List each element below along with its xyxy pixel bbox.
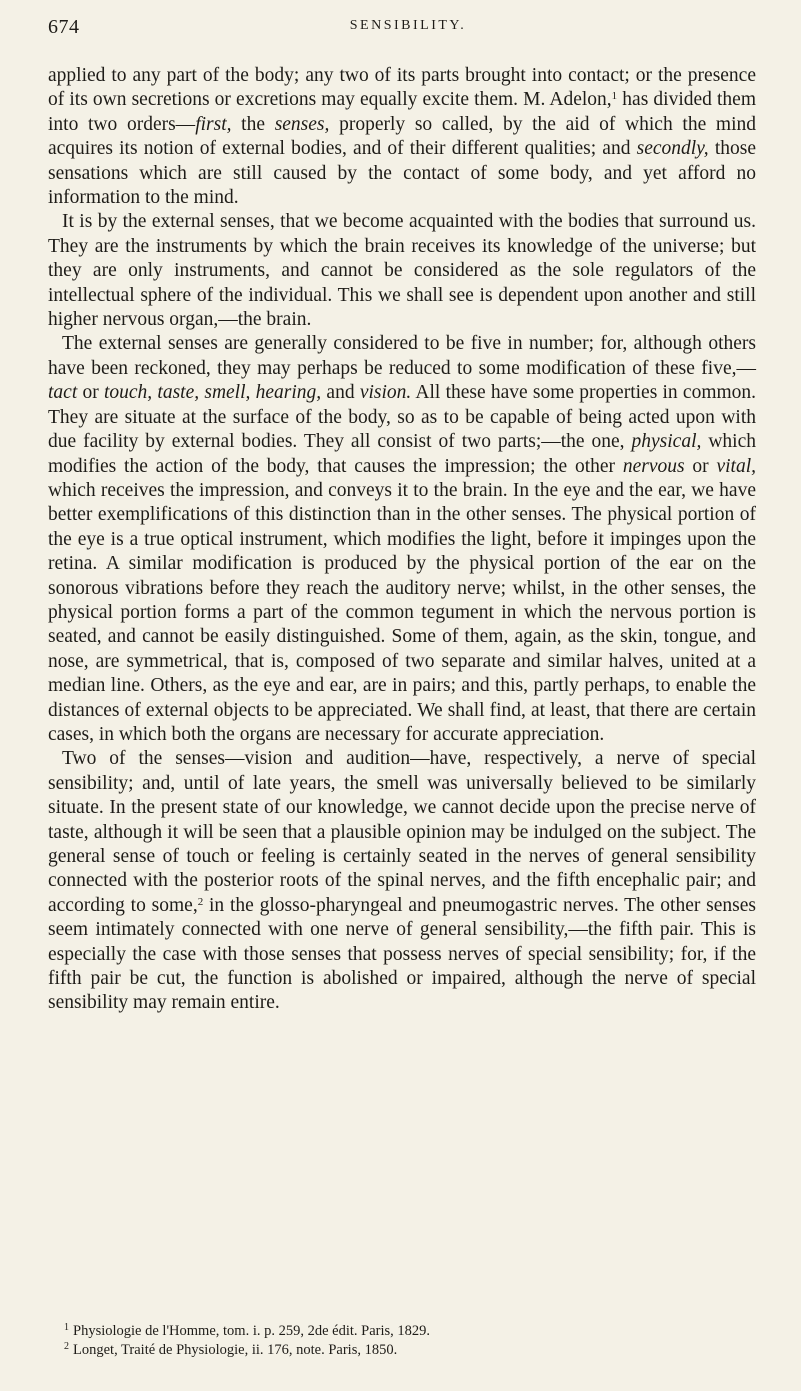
paragraph-1 (48, 64, 756, 210)
emphasis: vital, (716, 455, 756, 477)
text-run: which receives the impression, and conveys it to the brain. In the eye and the ear, we have better exemplifications of this distinction than in the other senses. The physical portion of the eye is a true optical instrument, which modifies the light, before it impinges upon the retina. A similar modification is produced by the physical portion of the ear on the sonorous vibrations before they reach the auditory nerve; whilst, in the other senses, the physical portion forms a part of the common tegument in which the nervous portion is seated, and cannot be easily distinguished. Some of them, again, as the skin, tongue, and nose, are symmetrical, that is, composed of two separate and similar halves, united at a median line. Others, as the eye and ear, are in pairs; and this, partly perhaps, to enable the distances of external objects to be appreciated. We shall find, at least, that there are certain cases, in which both the organs are necessary for accurate appreciation. (48, 479, 756, 745)
emphasis: nervous (622, 455, 685, 477)
footnote-mark: 2 (64, 1341, 69, 1352)
footnote-text: Physiologie de l'Homme, tom. i. p. 259, 2de édit. Paris, 1829. (73, 1323, 431, 1339)
text-run: those sensations which are still caused by the contact of some body, and yet afford no information to the mind. (48, 138, 756, 209)
text-run: or (77, 382, 104, 404)
emphasis: vision. (359, 382, 412, 404)
text-run: properly so called, by the aid of which the mind acquires its notion of external bodies, and of their different qualities; and (48, 113, 756, 160)
text-run: has divided them into two orders— (48, 89, 756, 135)
text-run: and (321, 382, 360, 404)
footnote-1 (64, 1322, 754, 1341)
emphasis: tact (48, 382, 78, 404)
text-run: in the glosso-pharyngeal and pneumogastric nerves. The other senses seem intimately connected with one nerve of general sensibility,—the fifth pair. This is especially the case with those senses that possess nerves of special sensibility; for, if the fifth pair be cut, the function is abolished or impaired, although the nerve of special sensibility may remain entire. (48, 894, 756, 1014)
emphasis: hearing, (255, 382, 322, 404)
emphasis: first, (195, 113, 232, 135)
text-run: applied to any part of the body; any two of its parts brought into contact; or the presence of its own secretions or excretions may equally excite them. M. Adelon, (48, 65, 756, 111)
emphasis: touch, (103, 382, 153, 404)
running-title: SENSIBILITY. (349, 18, 467, 33)
footnote-ref-1: 1 (611, 90, 618, 103)
emphasis: senses, (274, 113, 330, 135)
emphasis: smell, (204, 382, 251, 404)
page-header (48, 16, 768, 46)
emphasis: taste, (157, 382, 200, 404)
text-run: The external senses are generally considered to be five in number; for, although others have been reckoned, they may perhaps be reduced to some modification of these five,— (48, 333, 756, 379)
text-run: or (684, 455, 717, 477)
emphasis: secondly, (636, 138, 709, 160)
footnote-ref-2: 2 (197, 895, 204, 908)
body-text (48, 64, 756, 1016)
footnote-2 (64, 1341, 754, 1360)
footnote-mark: 1 (64, 1322, 69, 1333)
footnotes (64, 1322, 754, 1360)
text-run: Two of the senses—vision and audition—have, respectively, a nerve of special sensibility; and, until of late years, the smell was universally believed to be similarly situate. In the present state of our knowledge, we cannot decide upon the precise nerve of taste, although it will be seen that a plausible opinion may be indulged on the subject. The general sense of touch or feeling is certainly seated in the nerves of general sensibility connected with the posterior roots of the spinal nerves, and the fifth encephalic pair; and according to some, (48, 748, 756, 916)
text-run: the (231, 113, 275, 135)
paragraph-4 (48, 747, 756, 1015)
paragraph-2: It is by the external senses, that we become acquainted with the bodies that surround us. They are the instruments by which the brain receives its knowledge of the universe; but they are only instruments, and cannot be considered as the sole regulators of the intellectual sphere of the individual. This we shall see is dependent upon another and still higher nervous organ,—the brain. (48, 211, 756, 331)
footnote-text: Longet, Traité de Physiologie, ii. 176, note. Paris, 1850. (73, 1342, 398, 1358)
text-run: which modifies the action of the body, that causes the impression; the other (48, 431, 756, 477)
page-number: 674 (48, 16, 80, 38)
text-run: All these have some properties in common. They are situate at the surface of the body, so as to be capable of being acted upon with due facility by external bodies. They all consist of two parts;—the one, (48, 382, 757, 453)
paragraph-3 (48, 332, 756, 747)
emphasis: physical, (631, 431, 702, 453)
